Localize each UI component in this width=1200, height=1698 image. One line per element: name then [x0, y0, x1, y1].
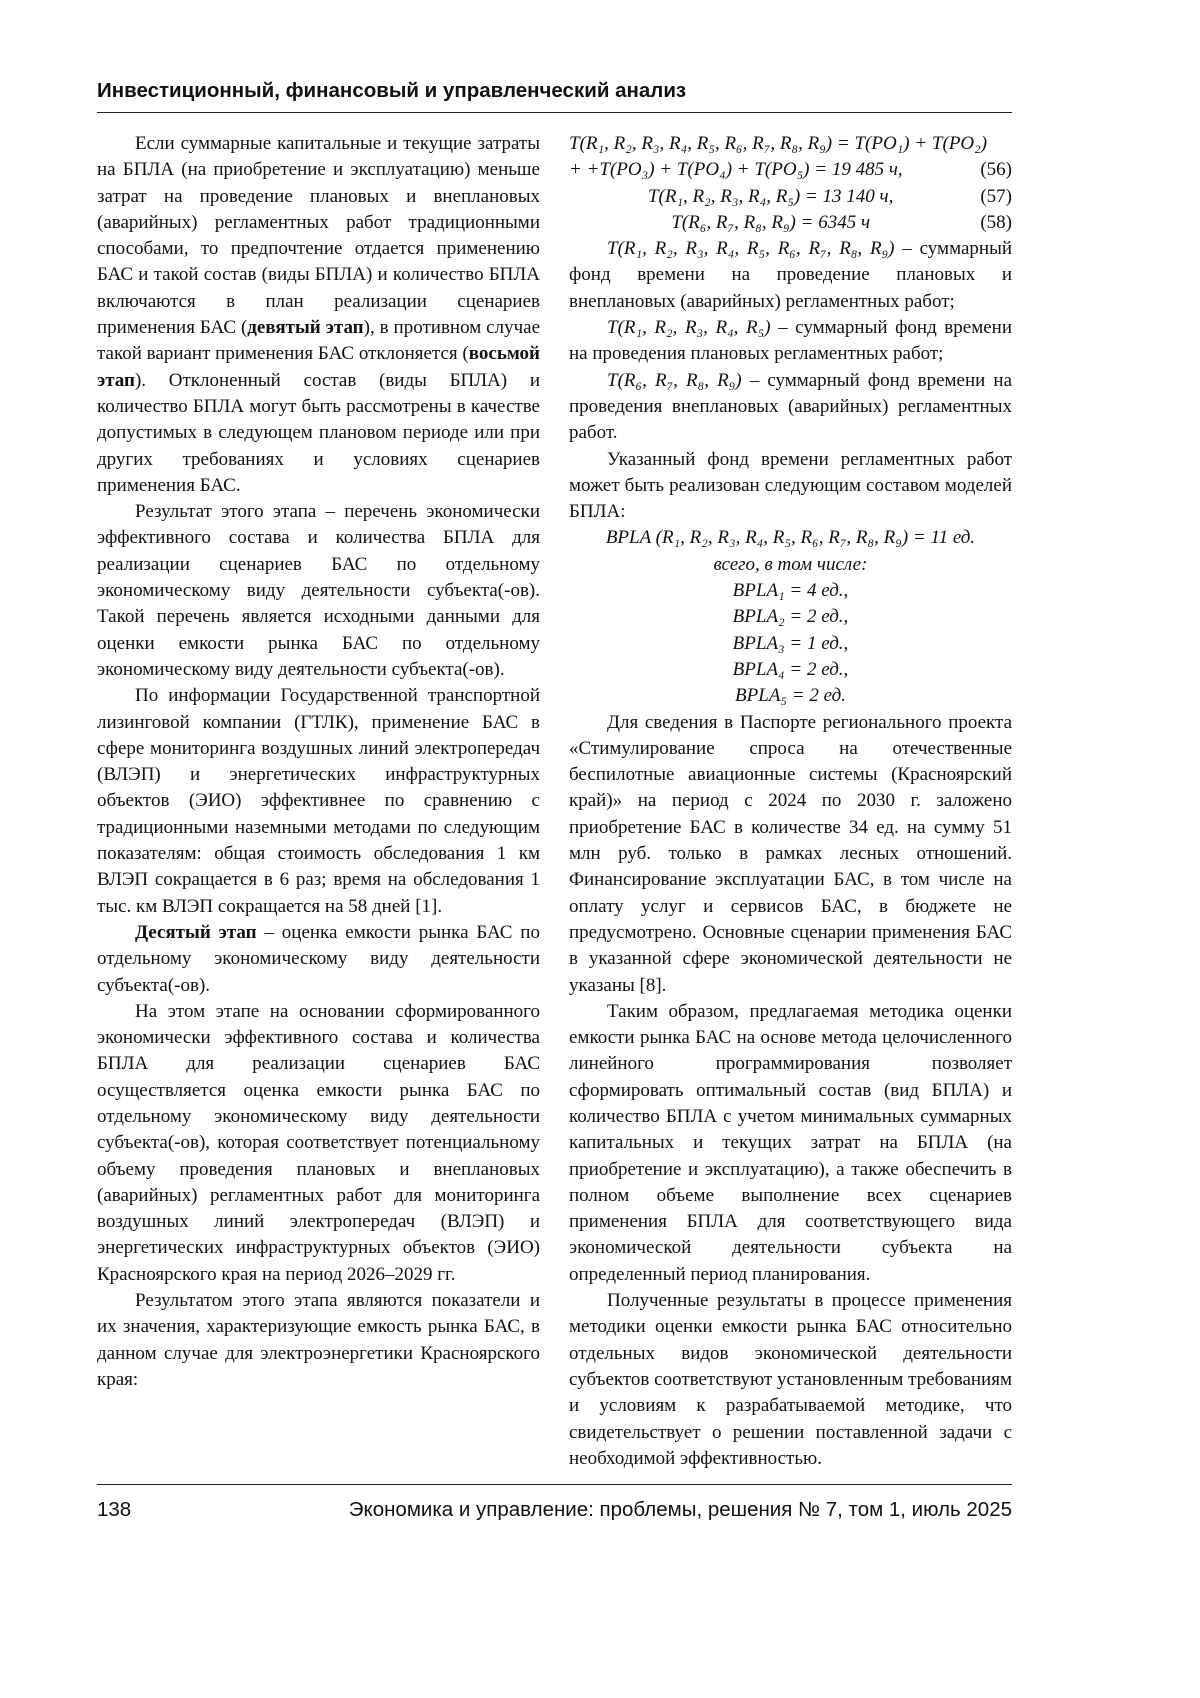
paragraph: Полученные результаты в процессе применения методики оценки емкости рынка БАС относительно отдельных видов экономической деятельности субъектов соответствуют установленным требованиям и условиям к разрабатываемой методике, что свидетельствует о решении поставленной задачи с необходимой эффективностью.	[569, 1288, 1012, 1472]
symbol: T(R₆, R₇, R₈, R₉)	[607, 370, 742, 391]
text: – суммарный фонд времени на проведения внеплановых (аварийных) регламентных работ.	[569, 370, 1012, 444]
definition	[569, 236, 1012, 315]
text: – оценка емкости рынка БАС по отдельному экономическому виду деятельности субъекта(-ов).	[97, 922, 540, 996]
formula-56-line1	[569, 131, 1012, 157]
page-number: 138	[97, 1497, 131, 1523]
formula-bpla-1: BPLA₁ = 4 ед.,	[569, 578, 1012, 604]
formula-bpla-2: BPLA₂ = 2 ед.,	[569, 604, 1012, 630]
paragraph: Результатом этого этапа являются показатели и их значения, характеризующие емкость рынка БАС, в данном случае для электроэнергетики Красноярского края:	[97, 1288, 540, 1393]
formula-bpla-3: BPLA₃ = 1 ед.,	[569, 631, 1012, 657]
definition	[569, 368, 1012, 447]
paragraph	[97, 131, 540, 499]
formula-bpla-5: BPLA₅ = 2 ед.	[569, 683, 1012, 709]
paragraph: На этом этапе на основании сформированного экономически эффективного состава и количества БПЛА для реализации сценариев БАС осуществляется оценка емкости рынка БАС по отдельному экономическому виду деятельности субъекта(-ов), которая соответствует потенциальному объему проведения плановых и внеплановых (аварийных) регламентных работ для мониторинга воздушных линий электропередач (ВЛЭП) и энергетических инфраструктурных объектов (ЭИО) Красноярского края на период 2026–2029 гг.	[97, 999, 540, 1288]
formula-56-line2	[569, 157, 1012, 183]
running-header: Инвестиционный, финансовый и управленческий анализ	[97, 78, 1012, 104]
formula-text: + +T(PO₃) + T(PO₄) + T(PO₅) = 19 485 ч,	[569, 157, 972, 183]
bold-term: Десятый этап	[135, 922, 257, 943]
paragraph	[97, 920, 540, 999]
text: Если суммарные капитальные и текущие затраты на БПЛА (на приобретение и эксплуатацию) меньше затрат на проведение плановых и внеплановых (аварийных) регламентных работ традиционными способами, то предпочтение отдается применению БАС и такой состав (виды БПЛА) и количество БПЛА включаются в план реализации сценариев применения БАС (	[97, 133, 540, 338]
equation-number: (58)	[980, 210, 1012, 236]
paragraph: Для сведения в Паспорте регионального проекта «Стимулирование спроса на отечественные беспилотные авиационные системы (Красноярский край)» на период с 2024 по 2030 г. заложено приобретение БАС в количестве 34 ед. на сумму 51 млн руб. только в рамках лесных отношений. Финансирование эксплуатации БАС, в том числе на оплату услуг и сервисов БАС, в бюджете не предусмотрено. Основные сценарии применения БАС в указанной сфере экономической деятельности не указаны [8].	[569, 710, 1012, 999]
bold-term: восьмой этап	[97, 343, 540, 390]
header-rule	[97, 112, 1012, 113]
formula-bpla-4: BPLA₄ = 2 ед.,	[569, 657, 1012, 683]
formula-bpla-total: BPLA (R₁, R₂, R₃, R₄, R₅, R₆, R₇, R₈, R₉) = 11 ед.	[569, 525, 1012, 551]
text: ), в противном случае такой вариант применения БАС отклоняется (	[97, 317, 540, 364]
text: – суммарный фонд времени на проведения плановых регламентных работ;	[569, 317, 1012, 364]
equation-number: (56)	[980, 157, 1012, 183]
footer-rule	[97, 1484, 1012, 1485]
text: ). Отклоненный состав (виды БПЛА) и количество БПЛА могут быть рассмотрены в качестве допустимых в следующем плановом периоде или при других требованиях и условиях сценариев применения БАС.	[97, 370, 540, 496]
formula-including: всего, в том числе:	[569, 552, 1012, 578]
text: – суммарный фонд времени на проведение плановых и внеплановых (аварийных) регламентных работ;	[569, 238, 1012, 312]
left-column	[97, 131, 540, 1393]
bold-term: девятый этап	[247, 317, 363, 338]
paragraph: Результат этого этапа – перечень экономически эффективного состава и количества БПЛА для реализации сценариев БАС по отдельному экономическому виду деятельности субъекта(-ов). Такой перечень является исходными данными для оценки емкости рынка БАС по отдельному экономическому виду деятельности субъекта(-ов).	[97, 499, 540, 683]
paragraph: Таким образом, предлагаемая методика оценки емкости рынка БАС на основе метода целочисленного линейного программирования позволяет сформировать оптимальный состав (вид БПЛА) и количество БПЛА с учетом минимальных суммарных капитальных и текущих затрат на БПЛА (на приобретение и эксплуатацию), а также обеспечить в полном объеме выполнение всех сценариев применения БПЛА для соответствующего вида экономической деятельности субъекта на определенный период планирования.	[569, 999, 1012, 1288]
definition	[569, 315, 1012, 368]
equation-number: (57)	[980, 184, 1012, 210]
right-column	[569, 131, 1012, 1472]
journal-title: Экономика и управление: проблемы, решения № 7, том 1, июль 2025	[349, 1497, 1012, 1523]
paragraph: Указанный фонд времени регламентных работ может быть реализован следующим составом моделей БПЛА:	[569, 447, 1012, 526]
formula-text: T(R₁, R₂, R₃, R₄, R₅, R₆, R₇, R₈, R₉) = T(PO₁) + T(PO₂)	[569, 131, 1012, 157]
symbol: T(R₁, R₂, R₃, R₄, R₅)	[607, 317, 771, 338]
formula-text: T(R₁, R₂, R₃, R₄, R₅) = 13 140 ч,	[569, 184, 972, 210]
paragraph: По информации Государственной транспортной лизинговой компании (ГТЛК), применение БАС в сфере мониторинга воздушных линий электропередач (ВЛЭП) и энергетических инфраструктурных объектов (ЭИО) эффективнее по сравнению с традиционными наземными методами по следующим показателям: общая стоимость обследования 1 км ВЛЭП сокращается в 6 раз; время на обследования 1 тыс. км ВЛЭП сокращается на 58 дней [1].	[97, 683, 540, 920]
symbol: T(R₁, R₂, R₃, R₄, R₅, R₆, R₇, R₈, R₉)	[607, 238, 895, 259]
formula-text: T(R₆, R₇, R₈, R₉) = 6345 ч	[569, 210, 972, 236]
formula-58	[569, 210, 1012, 236]
formula-57	[569, 184, 1012, 210]
